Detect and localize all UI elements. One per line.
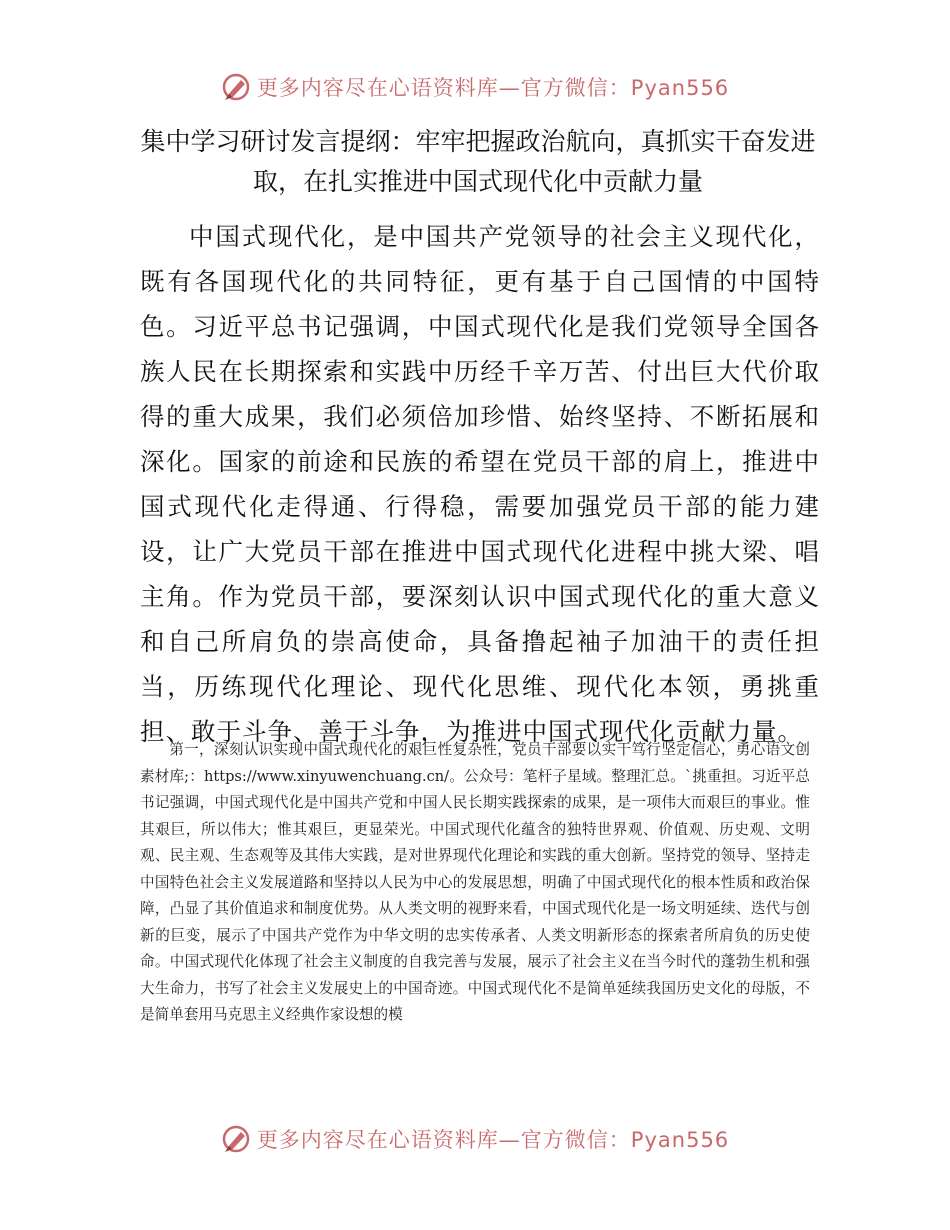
banner-text: 更多内容尽在心语资料库—官方微信：Pyan556: [256, 1128, 730, 1152]
header-banner: [0, 72, 950, 102]
pen-logo-icon: [221, 72, 251, 102]
body-paragraph: 第一，深刻认识实现中国式现代化的艰巨性复杂性，党员干部要以实干笃行坚定信心，勇心语文创素材库;：https://www.xinyuwenchuang.cn/。公众号：笔杆子星域。整理汇总。`挑重担。习近平总书记强调，中国式现代化是中国共产党和中国人民长期实践探索的成果，是一项伟大而艰巨的事业。惟其艰巨，所以伟大；惟其艰巨，更显荣光。中国式现代化蕴含的独特世界观、价值观、历史观、文明观、民主观、生态观等及其伟大实践，是对世界现代化理论和实践的重大创新。坚持党的领导、坚持走中国特色社会主义发展道路和坚持以人民为中心的发展思想，明确了中国式现代化的根本性质和政治保障，凸显了其价值追求和制度优势。从人类文明的视野来看，中国式现代化是一场文明延续、迭代与创新的巨变，展示了中国共产党作为中华文明的忠实传承者、人类文明新形态的探索者所肩负的历史使命。中国式现代化体现了社会主义制度的自我完善与发展，展示了社会主义在当今时代的蓬勃生机和强大生命力，书写了社会主义发展史上的中国奇迹。中国式现代化不是简单延续我国历史文化的母版，不是简单套用马克思主义经典作家设想的模: [140, 741, 810, 1023]
pen-logo-icon: [221, 1124, 251, 1154]
lead-paragraph: 中国式现代化，是中国共产党领导的社会主义现代化，既有各国现代化的共同特征，更有基于自己国情的中国特色。习近平总书记强调，中国式现代化是我们党领导全国各族人民在长期探索和实践中历经千辛万苦、付出巨大代价取得的重大成果，我们必须倍加珍惜、始终坚持、不断拓展和深化。国家的前途和民族的希望在党员干部的肩上，推进中国式现代化走得通、行得稳，需要加强党员干部的能力建设，让广大党员干部在推进中国式现代化进程中挑大梁、唱主角。作为党员干部，要深刻认识中国式现代化的重大意义和自己所肩负的崇高使命，具备撸起袖子加油干的责任担当，历练现代化理论、现代化思维、现代化本领，勇挑重担、敢于斗争、善于斗争，为推进中国式现代化贡献力量。: [140, 222, 820, 746]
footer-banner: [0, 1124, 950, 1154]
document-title: 集中学习研讨发言提纲：牢牢把握政治航向，真抓实干奋发进取，在扎实推进中国式现代化中贡献力量: [140, 127, 816, 196]
banner-text: 更多内容尽在心语资料库—官方微信：Pyan556: [256, 76, 730, 100]
